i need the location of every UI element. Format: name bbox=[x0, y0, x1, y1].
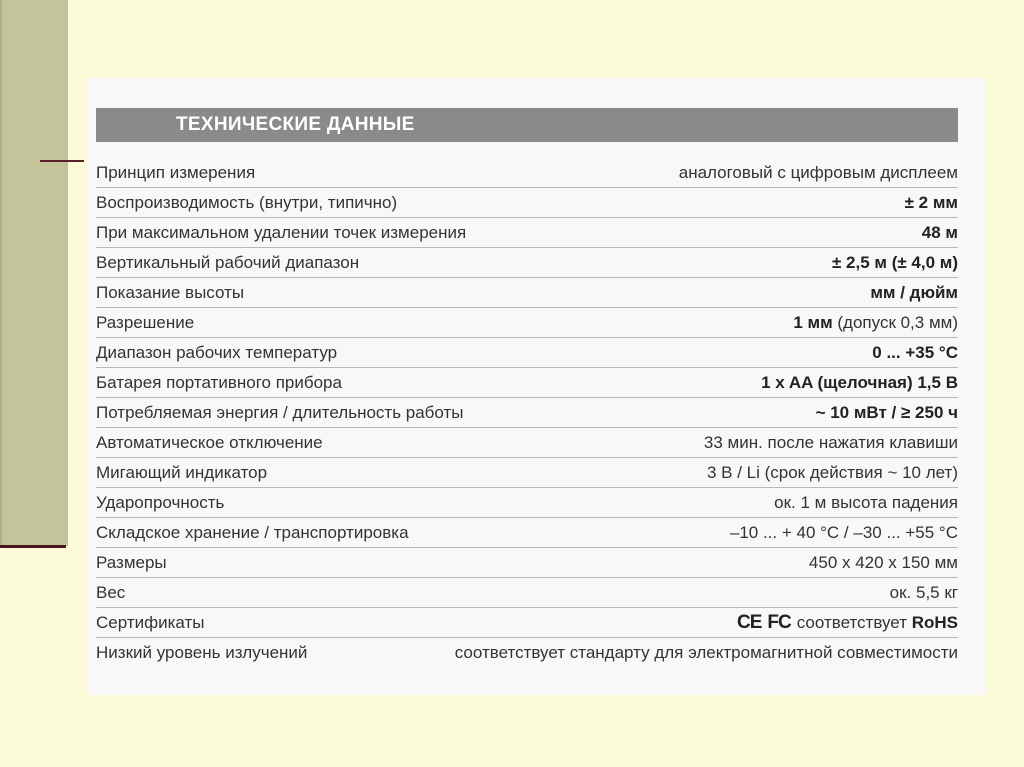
spec-label: Потребляемая энергия / длительность работы bbox=[96, 402, 464, 422]
fc-mark-icon: FC bbox=[767, 611, 791, 633]
spec-value bbox=[793, 313, 958, 333]
spec-label: Воспроизводимость (внутри, типично) bbox=[96, 192, 398, 212]
spec-value-text: соответствует bbox=[796, 612, 912, 632]
spec-value bbox=[704, 433, 958, 453]
spec-value-bold: мм / дюйм bbox=[870, 282, 958, 302]
spec-value bbox=[809, 553, 958, 573]
spec-value bbox=[870, 283, 958, 303]
spec-row bbox=[96, 368, 958, 398]
spec-value-bold: 1 мм bbox=[793, 312, 833, 332]
spec-value-bold: 1 x AA (щелочная) 1,5 В bbox=[761, 372, 958, 392]
spec-value-bold: ± 2 мм bbox=[904, 192, 958, 212]
spec-row bbox=[96, 548, 958, 578]
spec-row bbox=[96, 338, 958, 368]
spec-row-emissions bbox=[96, 638, 958, 668]
spec-value-bold: 0 ... +35 °C bbox=[872, 342, 958, 362]
spec-value bbox=[905, 193, 958, 213]
spec-label: Диапазон рабочих температур bbox=[96, 342, 338, 362]
ce-mark-icon: CE bbox=[736, 611, 762, 633]
spec-value-text: ок. 5,5 кг bbox=[889, 582, 958, 602]
spec-value-bold: ± 2,5 м (± 4,0 м) bbox=[831, 252, 958, 272]
spec-label: Разрешение bbox=[96, 312, 195, 332]
spec-value bbox=[737, 612, 958, 634]
spec-value-text: аналоговый с цифровым дисплеем bbox=[678, 162, 958, 182]
spec-value bbox=[679, 163, 958, 183]
spec-row bbox=[96, 398, 958, 428]
spec-value bbox=[832, 253, 958, 273]
slide-side-band bbox=[0, 0, 68, 546]
spec-value bbox=[872, 343, 958, 363]
spec-value: соответствует стандарту для электромагнитной совместимости bbox=[454, 643, 958, 662]
spec-value-text: 3 В / Li (срок действия ~ 10 лет) bbox=[706, 462, 958, 482]
spec-value bbox=[761, 373, 958, 393]
spec-value-text: (допуск 0,3 мм) bbox=[832, 312, 958, 332]
spec-value bbox=[890, 583, 958, 603]
spec-label: При максимальном удалении точек измерения bbox=[96, 222, 467, 242]
spec-row bbox=[96, 188, 958, 218]
spec-row bbox=[96, 578, 958, 608]
spec-row bbox=[96, 428, 958, 458]
spec-label: Низкий уровень излучений bbox=[96, 643, 308, 662]
spec-value bbox=[922, 223, 958, 243]
spec-row bbox=[96, 248, 958, 278]
spec-row bbox=[96, 518, 958, 548]
spec-value-text: 450 x 420 x 150 мм bbox=[808, 552, 958, 572]
spec-label: Сертификаты bbox=[96, 612, 205, 632]
spec-row bbox=[96, 158, 958, 188]
spec-label: Принцип измерения bbox=[96, 162, 256, 182]
spec-row-certificates bbox=[96, 608, 958, 638]
spec-value-bold: ~ 10 мВт / ≥ 250 ч bbox=[815, 402, 958, 422]
spec-row bbox=[96, 488, 958, 518]
spec-label: Автоматическое отключение bbox=[96, 432, 323, 452]
rohs-text: RoHS bbox=[911, 612, 958, 632]
side-bottom-rule bbox=[0, 545, 66, 548]
spec-label: Вертикальный рабочий диапазон bbox=[96, 252, 360, 272]
spec-label: Размеры bbox=[96, 552, 167, 572]
spec-row bbox=[96, 218, 958, 248]
spec-value bbox=[730, 523, 958, 543]
side-accent-line bbox=[40, 160, 84, 162]
spec-row bbox=[96, 308, 958, 338]
spec-row bbox=[96, 278, 958, 308]
spec-value bbox=[816, 403, 958, 423]
spec-label: Батарея портативного прибора bbox=[96, 372, 342, 392]
spec-value-text: –10 ... + 40 °C / –30 ... +55 °C bbox=[729, 522, 958, 542]
spec-label: Показание высоты bbox=[96, 282, 245, 302]
spec-panel bbox=[88, 78, 986, 695]
spec-value bbox=[774, 493, 958, 513]
spec-value-bold: 48 м bbox=[921, 222, 958, 242]
spec-value-text: 33 мин. после нажатия клавиши bbox=[703, 432, 958, 452]
spec-label: Ударопрочность bbox=[96, 492, 225, 512]
spec-label: Мигающий индикатор bbox=[96, 462, 268, 482]
spec-row bbox=[96, 458, 958, 488]
spec-label: Складское хранение / транспортировка bbox=[96, 522, 409, 542]
spec-value-text: ок. 1 м высота падения bbox=[774, 492, 958, 512]
spec-title: ТЕХНИЧЕСКИЕ ДАННЫЕ bbox=[96, 108, 958, 142]
spec-label: Вес bbox=[96, 582, 126, 602]
spec-table bbox=[96, 158, 958, 668]
spec-value bbox=[707, 463, 958, 483]
